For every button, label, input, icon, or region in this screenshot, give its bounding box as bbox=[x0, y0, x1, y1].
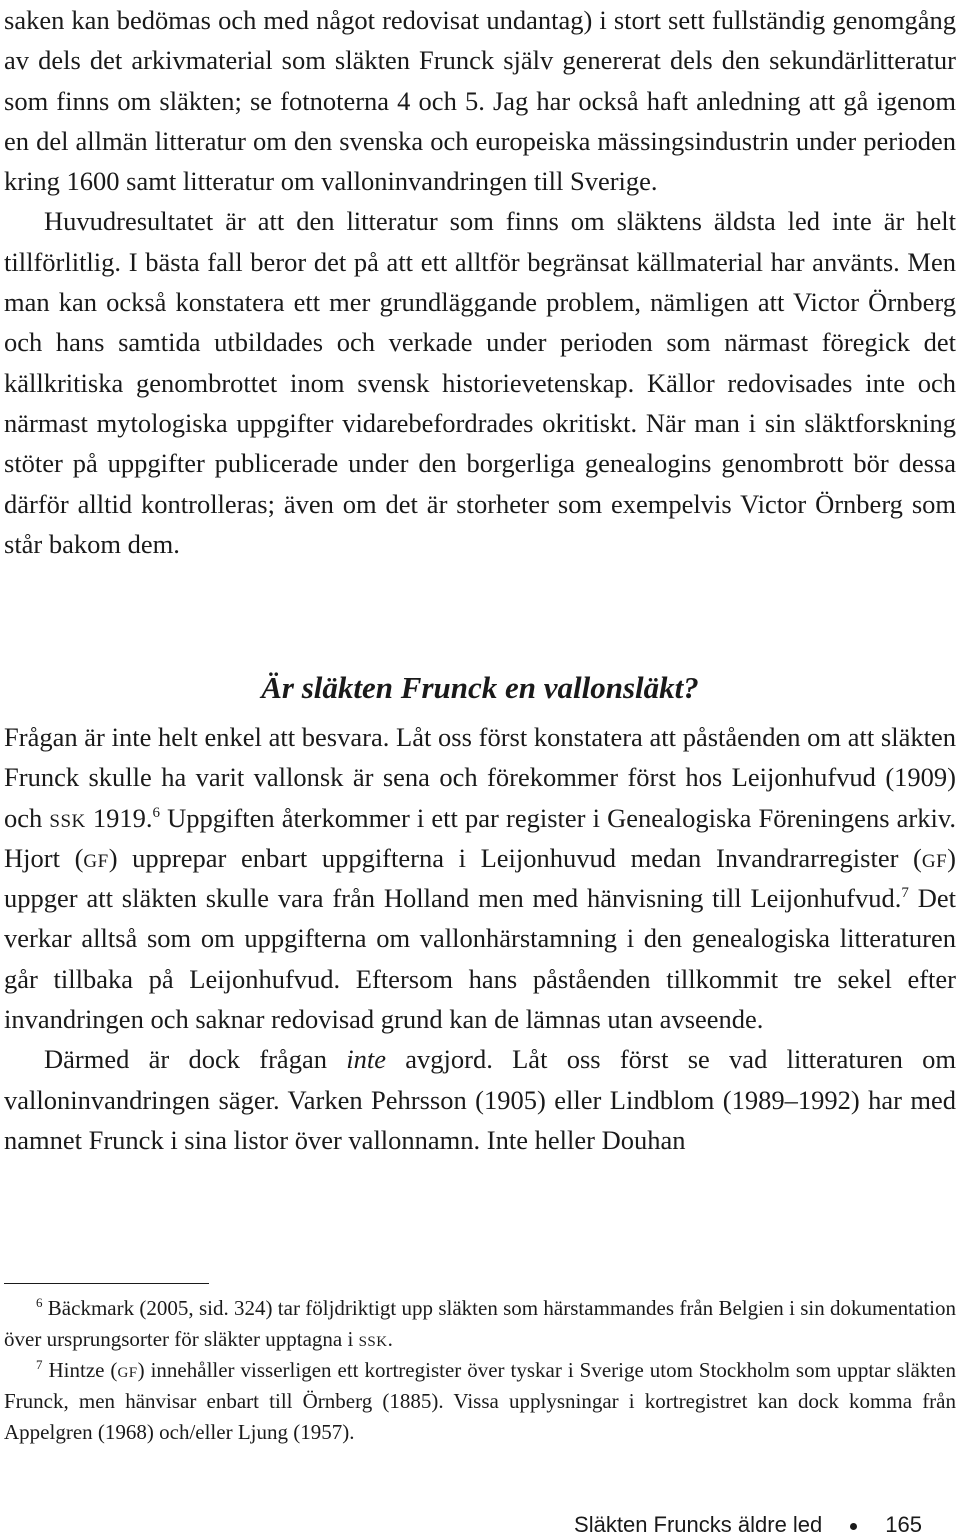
footnote-number: 7 bbox=[36, 1357, 43, 1372]
footnote-number: 6 bbox=[36, 1295, 43, 1310]
text-run: Uppgiften återkommer i ett par register i Genealogiska Föreningens arkiv. Hjort ( bbox=[4, 802, 956, 873]
text-run: 1919. bbox=[85, 802, 153, 833]
ssk-abbrev: ssk bbox=[358, 1327, 388, 1351]
text-block-1 bbox=[4, 0, 956, 564]
running-footer bbox=[574, 1512, 922, 1538]
gf-abbrev: gf bbox=[117, 1358, 138, 1382]
paragraph-4 bbox=[4, 1039, 956, 1160]
text-run: Därmed är dock frågan bbox=[44, 1044, 347, 1075]
text-run: Bäckmark (2005, sid. 324) tar följdriktigt upp släkten som härstammandes från Belgien i sin dokumentation över ursprungsorter för släkter upptagna i bbox=[4, 1296, 956, 1351]
text-block-2 bbox=[4, 717, 956, 1160]
paragraph-3 bbox=[4, 717, 956, 1039]
text-run: avgjord. Låt oss först se vad litteraturen om valloninvandringen säger. Varken Pehrsson (1905) eller Lindblom (1989–1992) har med namnet Frunck i sina listor över vallonnamn. Inte heller Douhan bbox=[4, 1044, 956, 1155]
text-run: Det verkar alltså som om uppgifterna om vallonhärstamning i den genealogiska litteraturen går tillbaka på Leijonhufvud. Eftersom hans påståenden tillkommit tre sekel efter invandringen och saknar redovisad grund kan de lämnas utan avseende. bbox=[4, 883, 956, 1035]
footnote-ref-7[interactable]: 7 bbox=[901, 885, 909, 902]
paragraph-2: Huvudresultatet är att den litteratur som finns om släktens äldsta led inte är helt tillförlitlig. I bästa fall beror det på att ett alltför begränsat källmaterial har använts. Men man kan också konstatera ett mer grundläggande problem, nämligen att Victor Örnberg och hans samtida utbildades och verkade under perioden som närmast föregick det källkritiska genombrottet inom svensk historievetenskap. Källor redovisades inte och närmast mytologiska uppgifter vidarebefordrades okritiskt. När man i sin släktforskning stöter på uppgifter publicerade under den borgerliga genealogins genombrott bör dessa därför alltid kontrolleras; även om det är storheter som exempelvis Victor Örnberg som står bakom dem. bbox=[4, 206, 956, 559]
gf-abbrev: gf bbox=[921, 842, 948, 873]
footnote-ref-6[interactable]: 6 bbox=[152, 804, 161, 821]
running-title: Släkten Fruncks äldre led bbox=[574, 1512, 823, 1537]
paragraph-1: saken kan bedömas och med något redovisat undantag) i stort sett fullständig genomgång av dels det arkivmaterial som släkten Frunck själv genererat dels den sekundärlitteratur som finns om släkten; se fotnoterna 4 och 5. Jag har också haft anledning att gå igenom en del allmän litteratur om den svenska och europeiska mässingsindustrin under perioden kring 1600 samt litteratur om valloninvandringen till Sverige. bbox=[4, 5, 956, 197]
bullet-separator-icon bbox=[850, 1523, 857, 1530]
footnotes bbox=[4, 1293, 956, 1448]
footnote-6 bbox=[4, 1293, 956, 1355]
text-run: Frågan är inte helt enkel att besvara. Låt oss först konstatera att påståenden om att släkten Frunck skulle ha varit vallonsk är sena och förekommer först hos Leijonhufvud (1909) och bbox=[4, 722, 956, 833]
emphasis: inte bbox=[346, 1044, 386, 1075]
text-run: Hintze ( bbox=[42, 1358, 118, 1382]
text-run: ) innehåller visserligen ett kortregister över tyskar i Sverige utom Stockholm som upptar släkten Frunck, men hänvisar enbart till Örnberg (1885). Vissa upplysningar i kortregistret kan dock komma från Appelgren (1968) och/eller Ljung (1957). bbox=[4, 1358, 956, 1444]
footnote-divider bbox=[4, 1283, 209, 1284]
gf-abbrev: gf bbox=[83, 842, 109, 873]
footnote-7 bbox=[4, 1355, 956, 1448]
text-run: ) upprepar enbart uppgifterna i Leijonhuvud medan Invandrarregister ( bbox=[108, 842, 922, 873]
text-run: . bbox=[387, 1327, 393, 1351]
text-run: ) uppger att släkten skulle vara från Holland men med hänvisning till Leijonhufvud. bbox=[4, 842, 956, 914]
page-number: 165 bbox=[885, 1512, 922, 1537]
ssk-abbrev: ssk bbox=[49, 802, 86, 833]
section-heading: Är släkten Frunck en vallonsläkt? bbox=[261, 670, 699, 705]
